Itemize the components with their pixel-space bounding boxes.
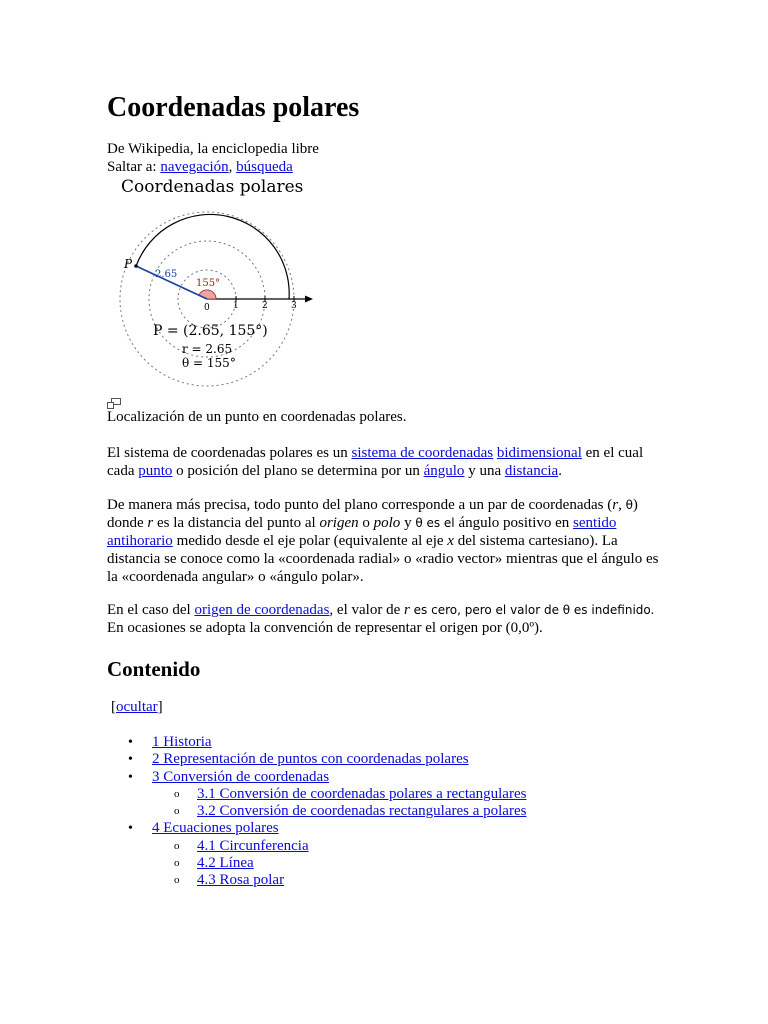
text-run: , xyxy=(618,497,626,513)
term-origen: origen xyxy=(319,515,359,531)
toc-item xyxy=(107,786,526,803)
tick-label-2: 2 xyxy=(262,301,268,311)
polar-diagram xyxy=(107,200,337,415)
toc-link-polares-a-rectangulares[interactable]: 3.1 Conversión de coordenadas polares a rectangulares xyxy=(197,785,527,802)
navigation-link[interactable]: navegación xyxy=(160,159,229,175)
var-r: r xyxy=(403,602,410,618)
text-run: es la distancia del punto al xyxy=(153,515,320,531)
text-run: El sistema de coordenadas polares es un xyxy=(107,445,352,461)
toc-item xyxy=(107,803,526,820)
toc-item xyxy=(107,751,526,768)
link-distancia[interactable]: distancia xyxy=(504,463,559,479)
axis-arrow xyxy=(305,296,313,303)
text-run: En el caso del xyxy=(107,602,195,618)
page-subtitle xyxy=(107,140,319,176)
link-punto[interactable]: punto xyxy=(138,463,173,479)
source-line: De Wikipedia, la enciclopedia libre xyxy=(107,141,319,157)
toc-item xyxy=(107,872,526,889)
text-run: , el valor de xyxy=(329,602,404,618)
var-r: r xyxy=(612,497,619,513)
circle-bullet-icon: o xyxy=(174,805,180,818)
var-r: r xyxy=(147,515,154,531)
circle-bullet-icon: o xyxy=(174,874,180,887)
angle-label: 155° xyxy=(196,278,221,289)
link-angulo[interactable]: ángulo xyxy=(423,463,465,479)
text-run: ) donde xyxy=(107,497,638,531)
page-title: Coordenadas polares xyxy=(107,92,360,123)
bullet-icon: • xyxy=(128,821,133,837)
link-origen-coordenadas[interactable]: origen de coordenadas xyxy=(194,602,330,618)
toc-toggle xyxy=(111,698,163,716)
text-run: . xyxy=(558,463,562,479)
text-run-mono: es cero, pero el valor de θ es indefinido. xyxy=(409,603,655,617)
bullet-icon: • xyxy=(128,769,133,785)
link-sistema-coordenadas[interactable]: sistema de coordenadas xyxy=(351,445,494,461)
search-link[interactable]: búsqueda xyxy=(236,159,293,175)
text-run: De manera más precisa, todo punto del plano corresponde a un par de coordenadas ( xyxy=(107,497,613,513)
toc-heading: Contenido xyxy=(107,657,201,681)
text-run: en el cual cada xyxy=(107,445,644,479)
tick-label-0: 0 xyxy=(204,303,210,313)
jump-prefix: Saltar a: xyxy=(107,159,161,175)
toc-link-ecuaciones[interactable]: 4 Ecuaciones polares xyxy=(152,820,279,837)
text-run: o posición del plano se determina por un xyxy=(172,463,424,479)
text-run-mono: θ es el xyxy=(415,516,459,530)
toc-link-rosa-polar[interactable]: 4.3 Rosa polar xyxy=(197,872,285,889)
bracket-close: ] xyxy=(157,699,163,715)
toc-link-rectangulares-a-polares[interactable]: 3.2 Conversión de coordenadas rectangulares a polares xyxy=(197,803,527,820)
figure-caption: Localización de un punto en coordenadas polares. xyxy=(107,409,407,425)
text-run: y xyxy=(400,515,416,531)
text-run: ángulo positivo en xyxy=(458,515,574,531)
toc-link-historia[interactable]: 1 Historia xyxy=(152,734,212,750)
circle-bullet-icon: o xyxy=(174,839,180,852)
point-label: P xyxy=(124,257,133,271)
term-polo: polo xyxy=(373,515,401,531)
equation-main: P = (2.65, 155°) xyxy=(153,323,268,339)
bullet-icon: • xyxy=(128,752,133,768)
figure-title: Coordenadas polares xyxy=(121,177,304,197)
polar-figure[interactable] xyxy=(107,175,337,415)
toc-list xyxy=(107,734,526,890)
toc-link-representacion[interactable]: 2 Representación de puntos con coordenadas polares xyxy=(152,751,469,768)
intro-paragraph-3 xyxy=(107,601,667,637)
tick-label-1: 1 xyxy=(233,301,239,311)
equation-theta: θ = 155° xyxy=(182,356,236,370)
toc-link-conversion[interactable]: 3 Conversión de coordenadas xyxy=(152,768,330,785)
radius-label: 2.65 xyxy=(155,269,178,280)
toc-item xyxy=(107,734,526,751)
jump-links xyxy=(107,158,319,176)
tick-label-3: 3 xyxy=(291,301,297,311)
toc-hide-link[interactable]: ocultar xyxy=(116,699,158,715)
text-run: y una xyxy=(464,463,505,479)
toc-item xyxy=(107,838,526,855)
var-x: x xyxy=(447,533,454,549)
toc-item xyxy=(107,769,526,786)
toc-link-circunferencia[interactable]: 4.1 Circunferencia xyxy=(197,837,309,854)
text-run: o xyxy=(358,515,374,531)
toc-link-linea[interactable]: 4.2 Línea xyxy=(197,855,254,872)
var-theta: θ xyxy=(625,498,633,512)
toc-item xyxy=(107,855,526,872)
text-run: del sistema cartesiano). La distancia se conoce como la «coordenada radial» o «radio vector» mientras que el ángulo es la «coordenada angular» o «ángulo polar». xyxy=(107,533,659,585)
link-bidimensional[interactable]: bidimensional xyxy=(496,445,582,461)
text-run: En ocasiones se adopta la convención de representar el origen por (0,0º). xyxy=(107,620,543,636)
link-sentido-antihorario[interactable]: sentido antihorario xyxy=(107,515,617,549)
bracket-open: [ xyxy=(111,699,116,715)
intro-paragraph-1 xyxy=(107,444,667,480)
toc-item xyxy=(107,820,526,837)
intro-paragraph-2 xyxy=(107,496,667,586)
equation-r: r = 2.65 xyxy=(182,342,233,356)
circle-bullet-icon: o xyxy=(174,857,180,870)
text-run: medido desde el eje polar (equivalente al eje xyxy=(172,533,448,549)
point-p xyxy=(134,264,138,268)
bullet-icon: • xyxy=(128,735,133,750)
circle-bullet-icon: o xyxy=(174,787,180,800)
jump-separator: , xyxy=(228,159,237,175)
angle-wedge xyxy=(199,290,216,299)
